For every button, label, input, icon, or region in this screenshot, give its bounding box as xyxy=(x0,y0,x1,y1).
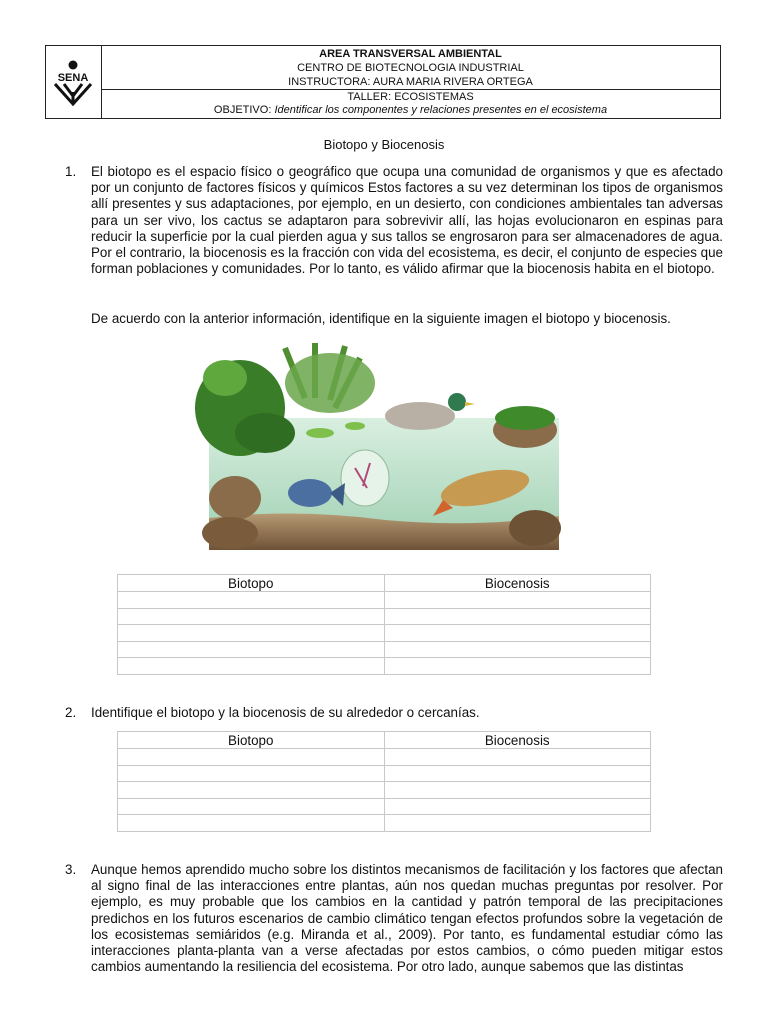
question-number: 3. xyxy=(65,862,77,877)
table-row xyxy=(118,608,651,625)
table-cell[interactable] xyxy=(384,815,651,832)
table-cell[interactable] xyxy=(118,592,385,609)
table-cell[interactable] xyxy=(118,798,385,815)
table-header-row xyxy=(118,732,651,749)
question-1-instruction: De acuerdo con la anterior información, identifique en la siguiente imagen el biotopo y biocenosis. xyxy=(91,311,671,326)
table-cell[interactable] xyxy=(118,608,385,625)
table-cell[interactable] xyxy=(118,782,385,799)
table-row xyxy=(118,749,651,766)
header-area: AREA TRANSVERSAL AMBIENTAL xyxy=(319,48,502,60)
question-text: Identifique el biotopo y la biocenosis de su alrededor o cercanías. xyxy=(91,705,480,720)
header-info xyxy=(101,46,720,90)
question-number: 1. xyxy=(65,164,77,179)
table-biotopo-biocenosis-1 xyxy=(117,574,651,675)
table-cell[interactable] xyxy=(384,749,651,766)
svg-text:SENA: SENA xyxy=(57,72,89,84)
table-cell[interactable] xyxy=(118,641,385,658)
question-2 xyxy=(67,705,723,721)
column-header-biocenosis: Biocenosis xyxy=(384,732,651,749)
table-cell[interactable] xyxy=(384,625,651,642)
table-cell[interactable] xyxy=(384,608,651,625)
question-number: 2. xyxy=(65,705,77,720)
page-title: Biotopo y Biocenosis xyxy=(323,137,445,152)
table-cell[interactable] xyxy=(384,592,651,609)
table-cell[interactable] xyxy=(384,641,651,658)
header-taller: TALLER: ECOSISTEMAS xyxy=(347,91,474,103)
header-instructor: INSTRUCTORA: AURA MARIA RIVERA ORTEGA xyxy=(288,76,533,88)
question-1 xyxy=(67,164,723,277)
table-cell[interactable] xyxy=(118,815,385,832)
table-header-row xyxy=(118,575,651,592)
table-row xyxy=(118,658,651,675)
table-row xyxy=(118,765,651,782)
table-cell[interactable] xyxy=(384,782,651,799)
objective-label: OBJETIVO: xyxy=(213,104,272,116)
table-cell[interactable] xyxy=(118,658,385,675)
table-cell[interactable] xyxy=(118,625,385,642)
table-row xyxy=(118,815,651,832)
table-row xyxy=(118,641,651,658)
table-biotopo-biocenosis-2 xyxy=(117,731,651,832)
question-3 xyxy=(67,862,723,975)
table-cell[interactable] xyxy=(384,765,651,782)
header-workshop xyxy=(101,90,720,118)
header-objective xyxy=(101,104,720,117)
column-header-biotopo: Biotopo xyxy=(118,732,385,749)
question-text: Aunque hemos aprendido mucho sobre los distintos mecanismos de facilitación y los factores que afectan al signo final de las interacciones entre plantas, aún nos quedan muchas preguntas por resolver. Por ejemplo, es muy probable que los cambios en la cantidad y patrón temporal de las precipitaciones predichos en los futuros escenarios de cambio climático tengan efectos profundos sobre la vegetación de los ecosistemas semiáridos (e.g. Miranda et al., 2009). Por tanto, es fundamental estudiar cómo las interacciones planta-planta van a verse afectadas por estos cambios, o cómo pueden mitigar estos cambios aumentando la resiliencia del ecosistema. Por otro lado, aunque sabemos que las distintas xyxy=(91,862,723,975)
table-row xyxy=(118,798,651,815)
table-cell[interactable] xyxy=(118,765,385,782)
column-header-biocenosis: Biocenosis xyxy=(384,575,651,592)
question-text: El biotopo es el espacio físico o geográfico que ocupa una comunidad de organismos y que es afectado por un conjunto de factores físicos y químicos Estos factores a su vez determinan los tipos de organismos allí presentes y sus adaptaciones, por ejemplo, en un desierto, con condiciones ambientales tan adversas para un ser vivo, los cactus se adaptaron para sobrevivir allí, las hojas evolucionaron en espinas para reducir la superficie por la cual pierden agua y sus tallos se engrosaron para ser almacenadores de agua. Por el contrario, la biocenosis es la fracción con vida del ecosistema, es decir, el conjunto de especies que forman poblaciones y comunidades. Por lo tanto, es válido afirmar que la biocenosis habita en el biotopo. xyxy=(91,164,723,277)
table-cell[interactable] xyxy=(384,658,651,675)
sena-logo xyxy=(46,46,102,118)
document-header xyxy=(45,45,721,119)
table-row xyxy=(118,625,651,642)
column-header-biotopo: Biotopo xyxy=(118,575,385,592)
table-row xyxy=(118,782,651,799)
table-row xyxy=(118,592,651,609)
table-cell[interactable] xyxy=(118,749,385,766)
header-center: CENTRO DE BIOTECNOLOGIA INDUSTRIAL xyxy=(297,62,524,74)
ecosystem-illustration xyxy=(195,338,572,560)
objective-text: Identificar los componentes y relaciones presentes en el ecosistema xyxy=(274,104,608,116)
table-cell[interactable] xyxy=(384,798,651,815)
